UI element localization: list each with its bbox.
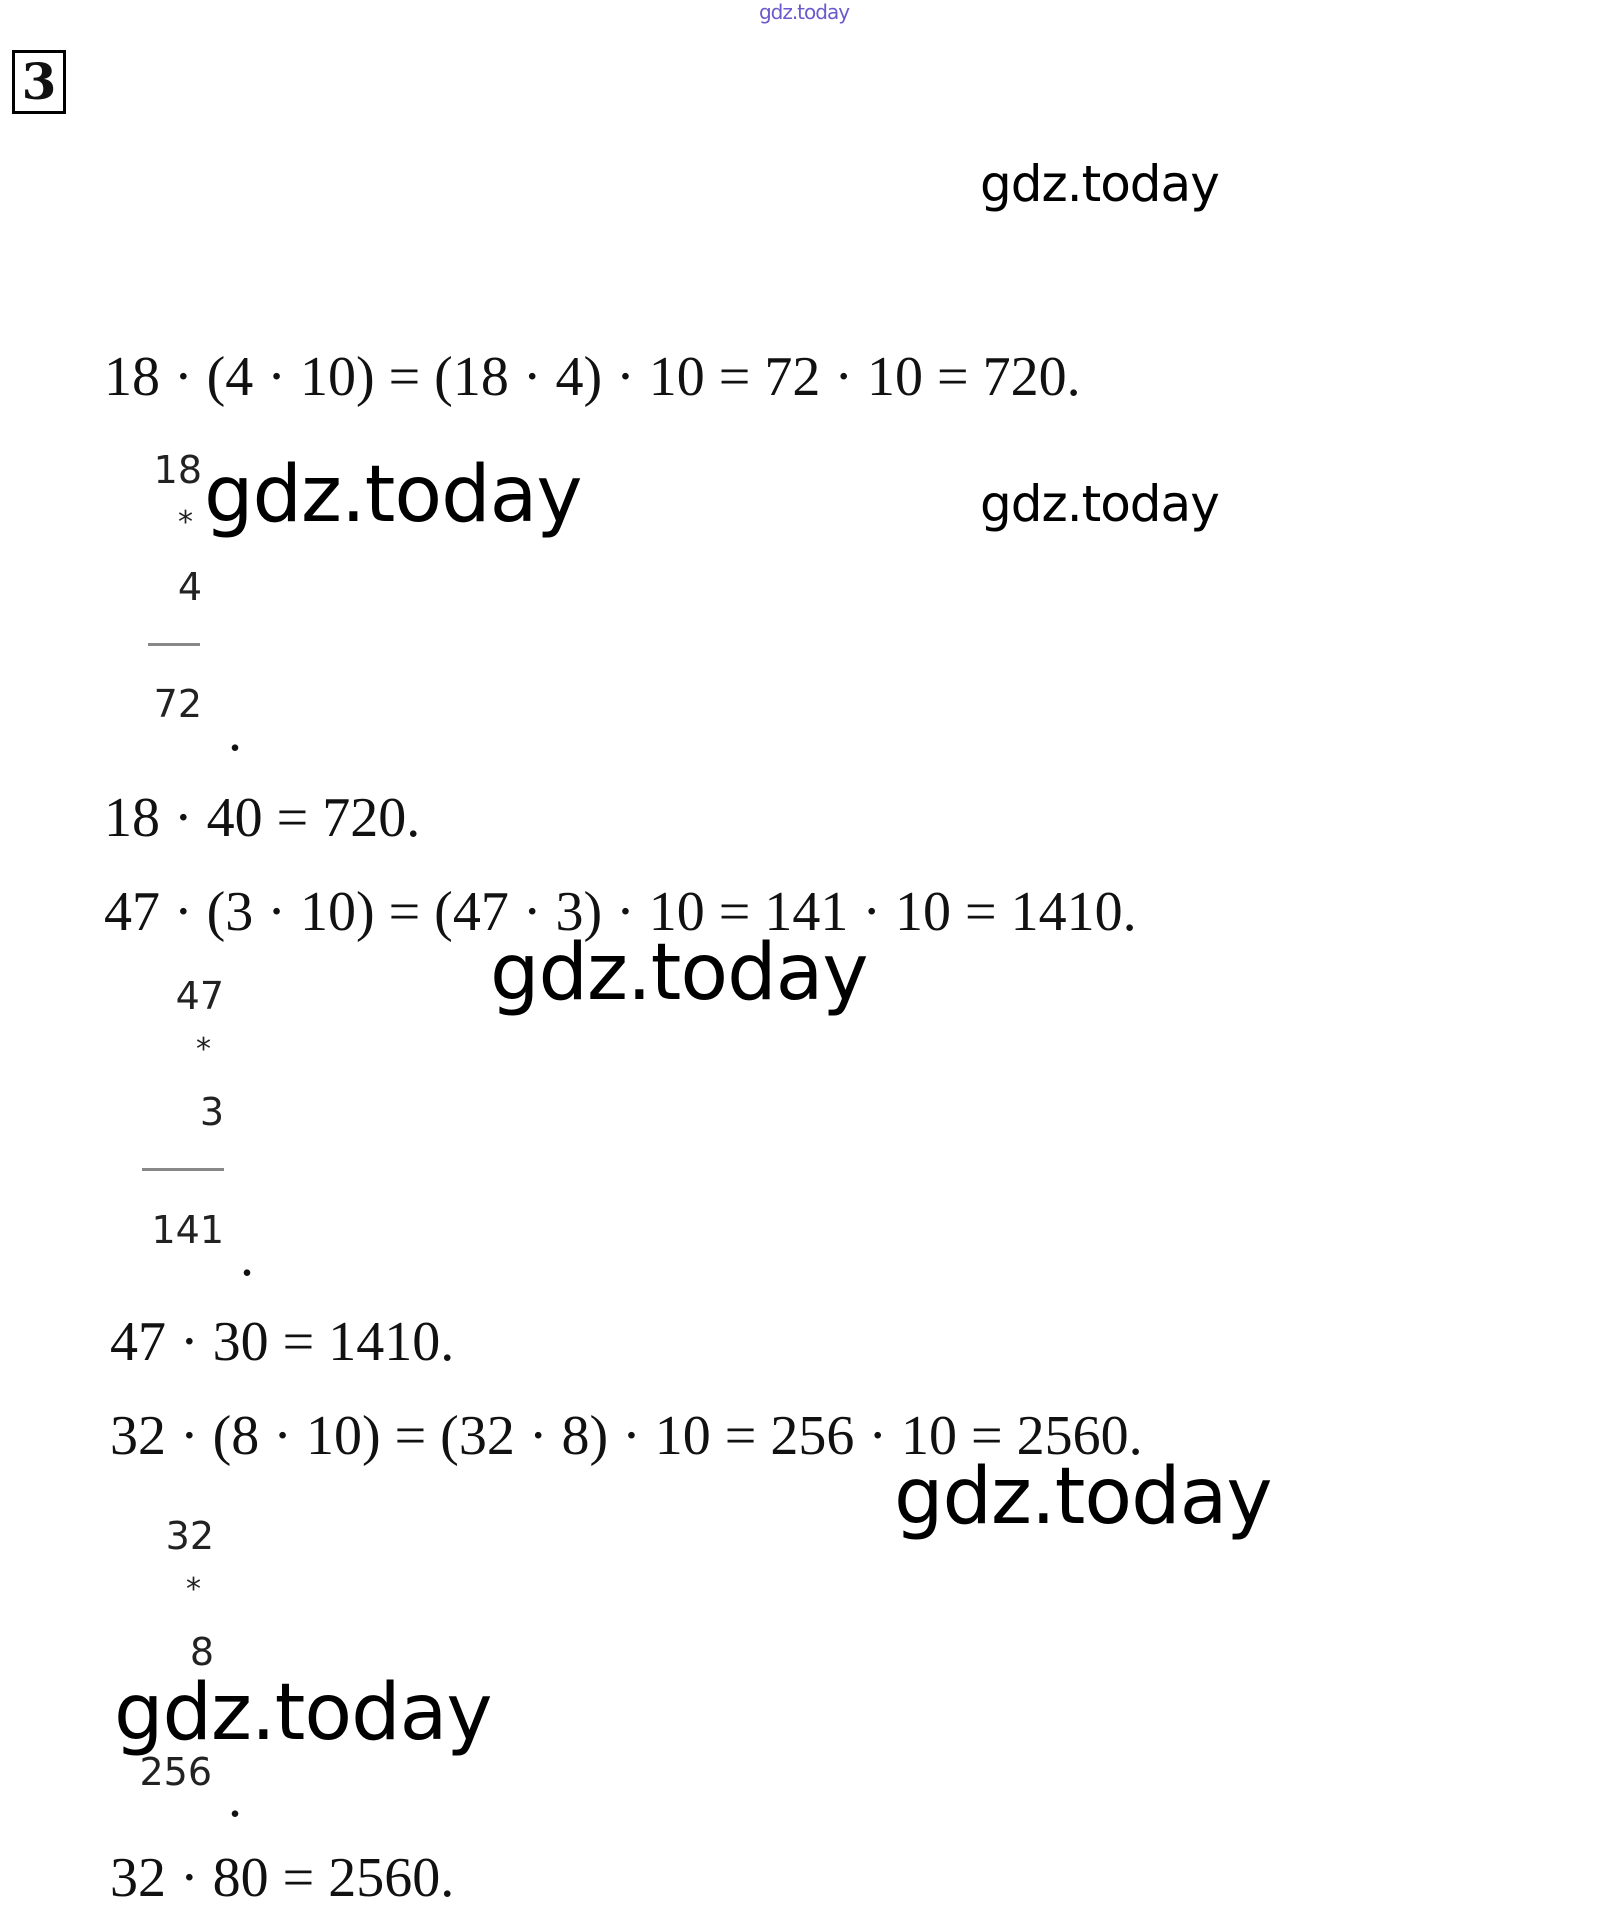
column-operator-3: *	[186, 1572, 201, 1607]
column-top-1: 18	[153, 448, 202, 492]
column-end-1: .	[228, 701, 242, 763]
equation-1: 18 · (4 · 10) = (18 · 4) · 10 = 72 · 10 = 720.	[104, 346, 1081, 408]
column-top-3: 32	[165, 1514, 214, 1558]
equation-2: 47 · (3 · 10) = (47 · 3) · 10 = 141 · 10 = 1410.	[104, 881, 1137, 943]
equation-3: 32 · (8 · 10) = (32 · 8) · 10 = 256 · 10 = 2560.	[110, 1405, 1143, 1467]
column-bottom-3: 8	[189, 1630, 214, 1674]
column-bottom-1: 4	[177, 565, 202, 609]
watermark: gdz.today	[894, 1452, 1272, 1542]
column-result-2: 141	[151, 1208, 224, 1252]
column-rule-1	[148, 643, 200, 646]
column-rule-2	[142, 1168, 224, 1171]
watermark: gdz.today	[114, 1668, 492, 1758]
column-result-3: 256	[139, 1750, 212, 1794]
column-end-3: .	[228, 1767, 242, 1829]
check-1: 18 · 40 = 720.	[104, 787, 421, 849]
watermark: gdz.today	[980, 155, 1219, 213]
watermark: gdz.today	[980, 475, 1219, 533]
column-top-2: 47	[175, 974, 224, 1018]
column-result-1: 72	[153, 682, 202, 726]
column-bottom-2: 3	[199, 1090, 224, 1134]
check-2: 47 · 30 = 1410.	[110, 1311, 455, 1373]
header-watermark: gdz.today	[758, 0, 850, 24]
watermark: gdz.today	[204, 450, 582, 540]
column-operator-1: *	[178, 505, 193, 540]
column-operator-2: *	[196, 1032, 211, 1067]
watermark: gdz.today	[490, 928, 868, 1018]
task-number: 3	[12, 50, 66, 114]
column-end-2: .	[240, 1226, 254, 1288]
check-3: 32 · 80 = 2560.	[110, 1847, 455, 1909]
